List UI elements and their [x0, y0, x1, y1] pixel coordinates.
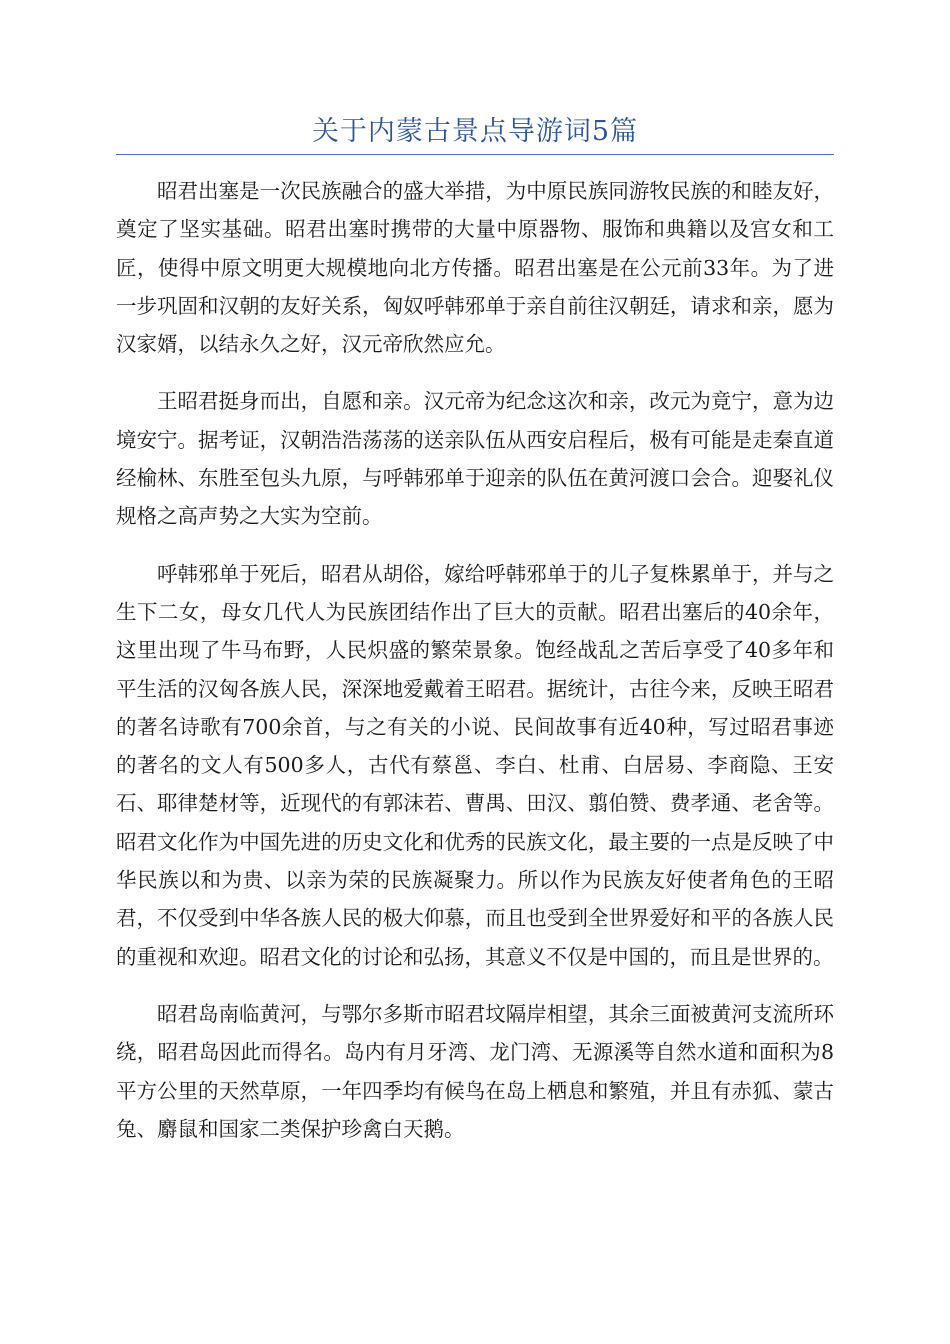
- document-body: [116, 172, 834, 1167]
- paragraph: 昭君岛南临黄河，与鄂尔多斯市昭君坟隔岸相望，其余三面被黄河支流所环绕，昭君岛因此而得名。岛内有月牙湾、龙门湾、无源溪等自然水道和面积为8平方公里的天然草原，一年四季均有候鸟在岛上栖息和繁殖，并且有赤狐、蒙古兔、麝鼠和国家二类保护珍禽白天鹅。: [116, 1001, 834, 1141]
- paragraph: 呼韩邪单于死后，昭君从胡俗，嫁给呼韩邪单于的儿子复株累单于，并与之生下二女，母女几代人为民族团结作出了巨大的贡献。昭君出塞后的40余年，这里出现了牛马布野，人民炽盛的繁荣景象。饱经战乱之苦后享受了40多年和平生活的汉匈各族人民，深深地爱戴着王昭君。据统计，古往今来，反映王昭君的著名诗歌有700余首，与之有关的小说、民间故事有近40种，写过昭君事迹的著名的文人有500多人，古代有蔡邕、李白、杜甫、白居易、李商隐、王安石、耶律楚材等，近现代的有郭沫若、曹禺、田汉、翦伯赞、费孝通、老舍等。昭君文化作为中国先进的历史文化和优秀的民族文化，最主要的一点是反映了中华民族以和为贵、以亲为荣的民族凝聚力。所以作为民族友好使者角色的王昭君，不仅受到中华各族人民的极大仰慕，而且也受到全世界爱好和平的各族人民的重视和欢迎。昭君文化的讨论和弘扬，其意义不仅是中国的，而且是世界的。: [116, 561, 834, 969]
- document-title: 关于内蒙古景点导游词5篇: [311, 116, 639, 147]
- paragraph: 王昭君挺身而出，自愿和亲。汉元帝为纪念这次和亲，改元为竟宁，意为边境安宁。据考证，汉朝浩浩荡荡的送亲队伍从西安启程后，极有可能是走秦直道经榆林、东胜至包头九原，与呼韩邪单于迎亲的队伍在黄河渡口会合。迎娶礼仪规格之高声势之大实为空前。: [116, 389, 834, 529]
- paragraph: 昭君出塞是一次民族融合的盛大举措，为中原民族同游牧民族的和睦友好，奠定了坚实基础。昭君出塞时携带的大量中原器物、服饰和典籍以及宫女和工匠，使得中原文明更大规模地向北方传播。昭君出塞是在公元前33年。为了进一步巩固和汉朝的友好关系，匈奴呼韩邪单于亲自前往汉朝廷，请求和亲，愿为汉家婿，以结永久之好，汉元帝欣然应允。: [116, 179, 834, 357]
- title-underline: [116, 154, 834, 155]
